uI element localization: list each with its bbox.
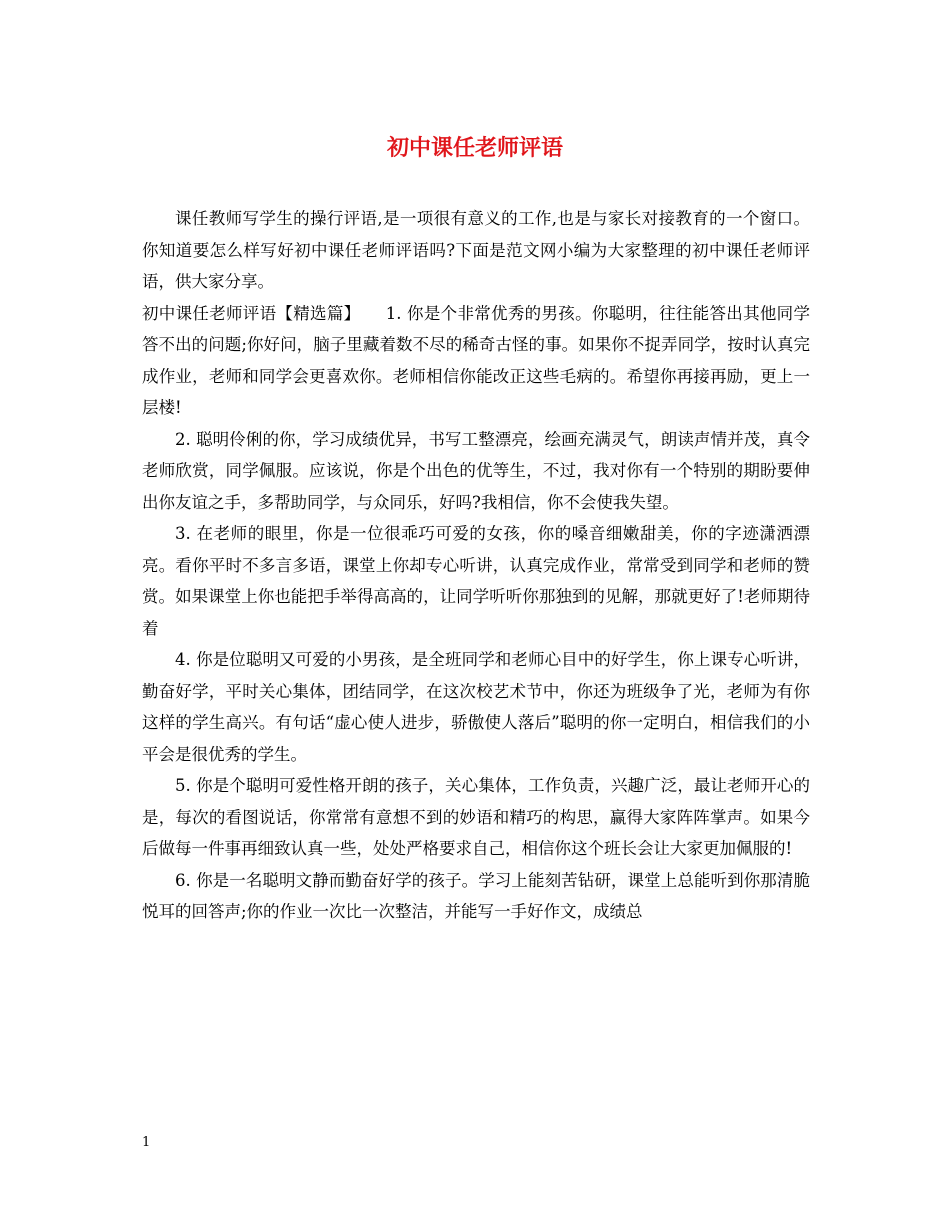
- document-body: [142, 203, 810, 928]
- paragraph-comment-2: 2. 聪明伶俐的你，学习成绩优异，书写工整漂亮，绘画充满灵气，朗读声情并茂，真令老师欣赏，同学佩服。应该说，你是个出色的优等生，不过，我对你有一个特别的期盼要伸出你友谊之手，多帮助同学，与众同乐，好吗?我相信，你不会使我失望。: [142, 429, 810, 512]
- page-number: 1: [142, 1135, 151, 1150]
- paragraph-comment-3: 3. 在老师的眼里，你是一位很乖巧可爱的女孩，你的嗓音细嫩甜美，你的字迹潇洒漂亮。看你平时不多言多语，课堂上你却专心听讲，认真完成作业，常常受到同学和老师的赞赏。如果课堂上你也能把手举得高高的，让同学听听你那独到的见解，那就更好了!老师期待着: [142, 524, 810, 638]
- paragraph-comment-4: 4. 你是位聪明又可爱的小男孩，是全班同学和老师心目中的好学生，你上课专心听讲，勤奋好学，平时关心集体，团结同学，在这次校艺术节中，你还为班级争了光，老师为有你这样的学生高兴。有句话“虚心使人进步，骄傲使人落后”聪明的你一定明白，相信我们的小平会是很优秀的学生。: [142, 650, 810, 764]
- paragraph-intro: 课任教师写学生的操行评语,是一项很有意义的工作,也是与家长对接教育的一个窗口。你知道要怎么样写好初中课任老师评语吗?下面是范文网小编为大家整理的初中课任老师评语，供大家分享。: [142, 209, 810, 291]
- paragraph-comment-6: 6. 你是一名聪明文静而勤奋好学的孩子。学习上能刻苦钻研，课堂上总能听到你那清脆悦耳的回答声;你的作业一次比一次整洁，并能写一手好作文，成绩总: [142, 870, 810, 921]
- paragraph-comment-5: 5. 你是个聪明可爱性格开朗的孩子，关心集体，工作负责，兴趣广泛，最让老师开心的是，每次的看图说话，你常常有意想不到的妙语和精巧的构思，赢得大家阵阵掌声。如果今后做每一件事再细致认真一些，处处严格要求自己，相信你这个班长会让大家更加佩服的!: [142, 776, 810, 858]
- document-title: 初中课任老师评语: [386, 135, 563, 161]
- paragraph-comment-1: 初中课任老师评语【精选篇】 1. 你是个非常优秀的男孩。你聪明，往往能答出其他同学答不出的问题;你好问，脑子里藏着数不尽的稀奇古怪的事。如果你不捉弄同学，按时认真完成作业，老师和同学会更喜欢你。老师相信你能改正这些毛病的。希望你再接再励，更上一层楼!: [142, 303, 810, 417]
